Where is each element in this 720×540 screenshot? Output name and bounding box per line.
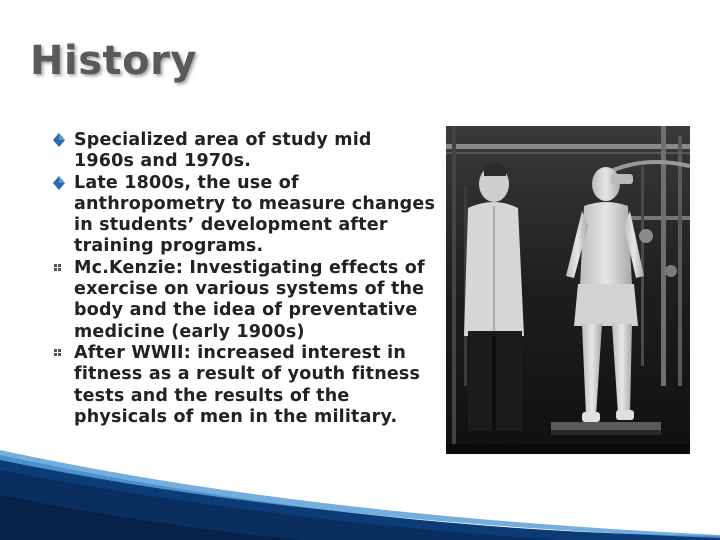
bullet-text: Late 1800s, the use of anthropometry to measure changes in students’ development after training programs. [74, 172, 436, 257]
bullet-item [52, 130, 437, 173]
bullet-text: Mc.Kenzie: Investigating effects of exercise on various systems of the body and the idea of preventative medicine (early 1900s) [74, 257, 425, 342]
square-bullet-icon [52, 258, 66, 278]
bullet-text: After WWII: increased interest in fitness as a result of youth fitness tests and the results of the physicals of men in the military. [74, 342, 421, 427]
bullet-text: Specialized area of study mid 1960s and 1970s. [74, 130, 372, 172]
bullet-list [52, 130, 437, 428]
diamond-bullet-icon [52, 173, 66, 193]
bullet-item [52, 173, 437, 258]
square-bullet-icon [52, 343, 66, 363]
bullet-item [52, 343, 437, 428]
bullet-item [52, 258, 437, 343]
decorative-swoosh [0, 440, 720, 540]
historic-lab-photo [446, 126, 690, 454]
diamond-bullet-icon [52, 130, 66, 150]
slide-title: History [30, 38, 197, 84]
